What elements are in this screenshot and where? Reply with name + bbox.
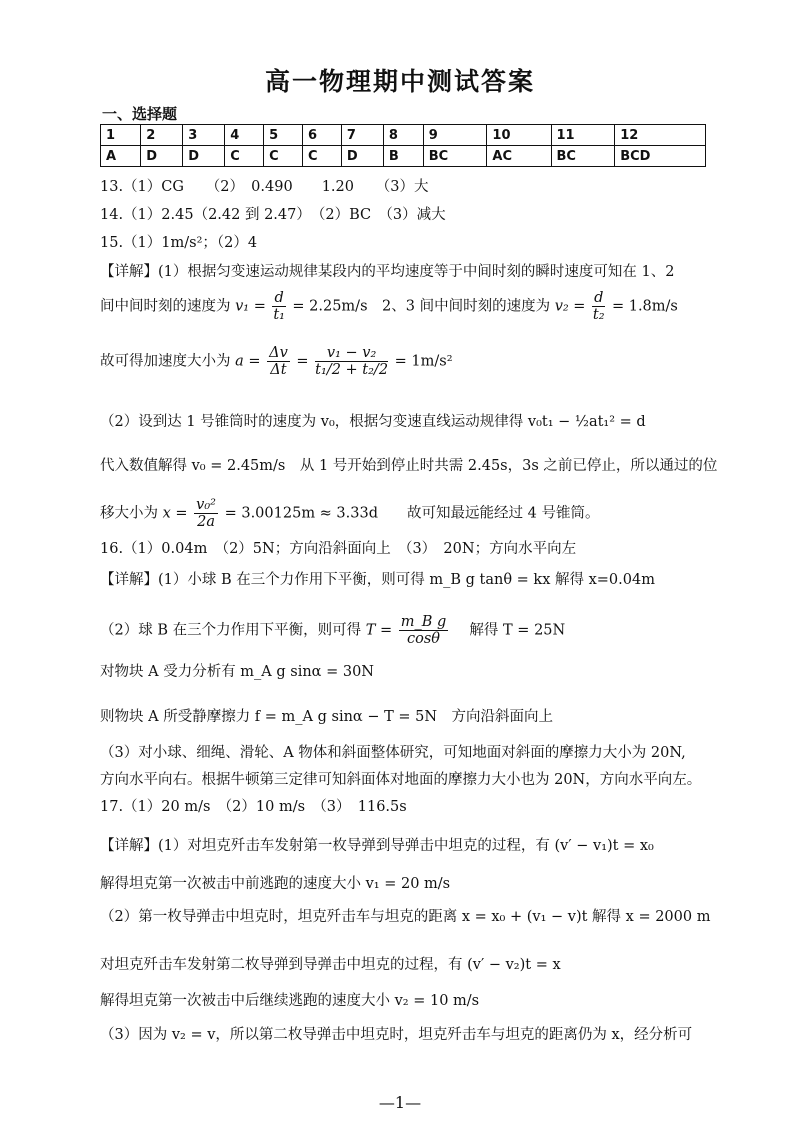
detail-17-line-6: （3）因为 v₂ = v，所以第二枚导弹击中坦克时，坦克歼击车与坦克的距离仍为 x，经分析可: [100, 1027, 693, 1043]
table-cell: BC: [551, 146, 615, 167]
table-cell: AC: [487, 146, 551, 167]
text: 解得 T = 25N: [454, 622, 566, 639]
denominator: t₁/2 + t₂/2: [315, 362, 389, 378]
formula-a: a =: [235, 353, 261, 370]
table-cell: A: [101, 146, 141, 167]
answer-15: 15.（1）1m/s²；（2）4: [100, 235, 258, 251]
table-cell: D: [141, 146, 183, 167]
detail-16-line-1: 【详解】(1）小球 B 在三个力作用下平衡，则可得 m_B g tanθ = kx 解得 x=0.04m: [100, 572, 655, 588]
answer-14: 14.（1）2.45（2.42 到 2.47） （2）BC （3）减大: [100, 207, 446, 223]
detail-17-line-3: （2）第一枚导弹击中坦克时，坦克歼击车与坦克的距离 x = x₀ + (v₁ − v)t 解得 x = 2000 m: [100, 909, 711, 925]
table-cell: BC: [423, 146, 487, 167]
table-cell: 10: [487, 125, 551, 146]
table-cell: D: [341, 146, 383, 167]
text: 故可得加速度大小为: [100, 353, 231, 370]
page-number: —1—: [378, 1093, 422, 1112]
detail-15-line-1: 【详解】(1）根据匀变速运动规律某段内的平均速度等于中间时刻的瞬时速度可知在 1、2: [100, 264, 675, 280]
answer-16: 16.（1）0.04m （2）5N；方向沿斜面向上 （3） 20N；方向水平向左: [100, 541, 577, 557]
numerator: d: [594, 290, 604, 306]
detail-15-line-6: [100, 497, 599, 530]
fraction-velocity: [315, 345, 388, 378]
text: = 3.00125m ≈ 3.33d 故可知最远能经过 4 号锥筒。: [224, 505, 600, 522]
formula-v2: v₂ =: [554, 298, 586, 315]
numerator: v₁ − v₂: [315, 345, 388, 362]
table-cell: 1: [101, 125, 141, 146]
table-cell: C: [225, 146, 264, 167]
answer-17: 17.（1）20 m/s （2）10 m/s （3） 116.5s: [100, 799, 407, 815]
fraction-d-t1: [272, 290, 285, 323]
table-cell: 2: [141, 125, 183, 146]
denominator: 2a: [197, 514, 215, 530]
text: 移大小为: [100, 505, 158, 522]
numerator: Δv: [269, 345, 288, 361]
text: 间中间时刻的速度为: [100, 298, 231, 315]
fraction-tension: [399, 614, 449, 647]
answer-table: [100, 124, 706, 167]
detail-17-line-1: 【详解】(1）对坦克歼击车发射第一枚导弹到导弹击中坦克的过程，有 (v′ − v₁)t = x₀: [100, 838, 654, 854]
table-cell: 5: [264, 125, 303, 146]
table-answer-row: [101, 146, 706, 167]
detail-16-line-2: [100, 614, 565, 647]
detail-16-line-4: 则物块 A 所受静摩擦力 f = m_A g sinα − T = 5N 方向沿斜面向上: [100, 709, 554, 725]
numerator: v₀²: [196, 497, 216, 513]
table-cell: C: [264, 146, 303, 167]
formula-v1: v₁ =: [235, 298, 266, 315]
table-cell: 8: [383, 125, 423, 146]
table-cell: 9: [423, 125, 487, 146]
section-heading: 一、选择题: [102, 105, 178, 123]
numerator: d: [274, 290, 284, 306]
table-cell: 11: [551, 125, 615, 146]
text: （2）球 B 在三个力作用下平衡，则可得: [100, 622, 362, 639]
table-cell: 6: [303, 125, 342, 146]
text: = 1m/s²: [394, 353, 453, 370]
detail-15-line-3: [100, 345, 453, 378]
fraction-displacement: [194, 497, 218, 530]
denominator: cosθ: [407, 631, 441, 647]
table-cell: 4: [225, 125, 264, 146]
detail-16-line-6: 方向水平向右。根据牛顿第三定律可知斜面体对地面的摩擦力大小也为 20N，方向水平向左。: [100, 772, 702, 788]
page-title: 高一物理期中测试答案: [264, 67, 535, 96]
table-cell: B: [383, 146, 423, 167]
detail-16-line-5: （3）对小球、细绳、滑轮、A 物体和斜面整体研究，可知地面对斜面的摩擦力大小为 20N,: [100, 745, 686, 761]
detail-17-line-5: 解得坦克第一次被击中后继续逃跑的速度大小 v₂ = 10 m/s: [100, 993, 480, 1009]
formula-x: x =: [162, 505, 188, 522]
table-cell: D: [183, 146, 225, 167]
text: = 2.25m/s 2、3 间中间时刻的速度为: [292, 298, 551, 315]
detail-17-line-2: 解得坦克第一次被击中前逃跑的速度大小 v₁ = 20 m/s: [100, 876, 451, 892]
formula-T: T =: [365, 622, 393, 639]
table-cell: C: [303, 146, 342, 167]
table-cell: 3: [183, 125, 225, 146]
denominator: t₁: [273, 307, 285, 323]
text: = 1.8m/s: [611, 298, 678, 315]
detail-16-line-3: 对物块 A 受力分析有 m_A g sinα = 30N: [100, 664, 374, 680]
detail-15-line-2: [100, 290, 678, 323]
table-header-row: [101, 125, 706, 146]
fraction-d-t2: [592, 290, 605, 323]
table-cell: BCD: [615, 146, 706, 167]
denominator: Δt: [270, 362, 287, 378]
detail-15-line-4: （2）设到达 1 号锥筒时的速度为 v₀，根据匀变速直线运动规律得 v₀t₁ − ½at₁² = d: [100, 414, 646, 430]
answer-13: 13.（1）CG （2） 0.490 1.20 （3）大: [100, 179, 429, 195]
detail-17-line-4: 对坦克歼击车发射第二枚导弹到导弹击中坦克的过程，有 (v′ − v₂)t = x: [100, 957, 561, 973]
numerator: m_B g: [400, 614, 447, 630]
detail-15-line-5: 代入数值解得 v₀ = 2.45m/s 从 1 号开始到停止时共需 2.45s，3s 之前已停止，所以通过的位: [100, 458, 718, 474]
fraction-dv-dt: [267, 345, 290, 378]
table-cell: 7: [341, 125, 383, 146]
table-cell: 12: [615, 125, 706, 146]
denominator: t₂: [592, 307, 605, 323]
text: =: [296, 353, 309, 370]
